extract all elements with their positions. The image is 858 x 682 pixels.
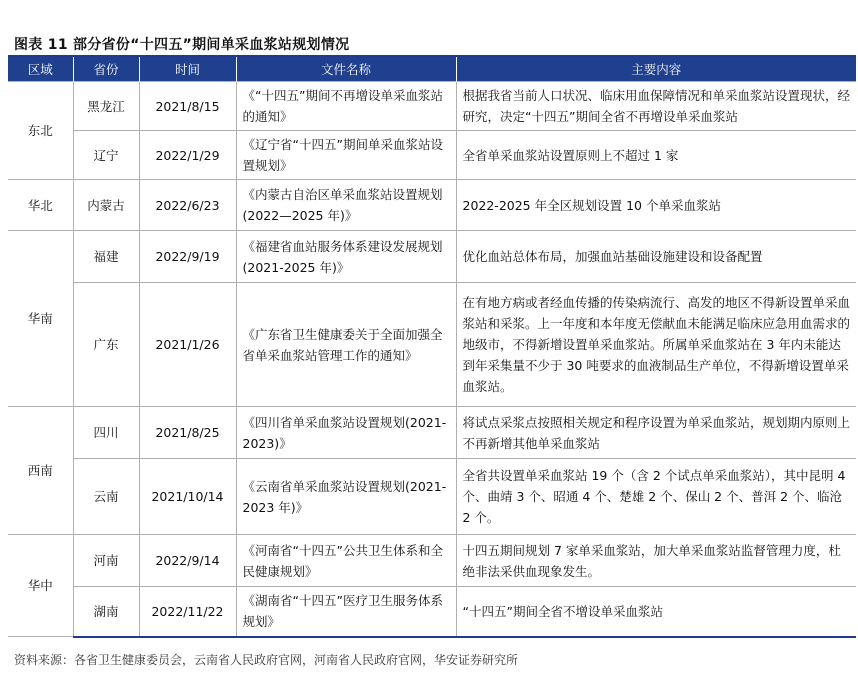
source-note: 资料来源：各省卫生健康委员会，云南省人民政府官网，河南省人民政府官网，华安证券研究所 <box>14 653 519 667</box>
document-cell: 《四川省单采血浆站设置规划(2021-2023)》 <box>236 407 456 459</box>
figure-title: 图表 11 部分省份“十四五”期间单采血浆站规划情况 <box>14 37 350 53</box>
province-cell: 河南 <box>73 535 139 587</box>
table-row <box>8 459 856 535</box>
region-cell: 华南 <box>8 231 73 407</box>
document-cell: 《福建省血站服务体系建设发展规划(2021-2025 年)》 <box>236 231 456 283</box>
content-cell: 2022-2025 年全区规划设置 10 个单采血浆站 <box>456 180 856 231</box>
date-cell: 2021/10/14 <box>139 459 236 535</box>
region-cell: 东北 <box>8 82 73 180</box>
province-cell: 广东 <box>73 283 139 407</box>
date-cell: 2021/8/15 <box>139 82 236 131</box>
document-cell: 《广东省卫生健康委关于全面加强全省单采血浆站管理工作的通知》 <box>236 283 456 407</box>
header-region: 区域 <box>8 57 73 82</box>
header-row <box>8 57 856 82</box>
document-cell: 《云南省单采血浆站设置规划(2021-2023 年)》 <box>236 459 456 535</box>
province-cell: 内蒙古 <box>73 180 139 231</box>
table-row <box>8 131 856 180</box>
document-cell: 《“十四五”期间不再增设单采血浆站的通知》 <box>236 82 456 131</box>
document-cell: 《内蒙古自治区单采血浆站设置规划(2022—2025 年)》 <box>236 180 456 231</box>
province-cell: 福建 <box>73 231 139 283</box>
plan-table <box>8 57 856 638</box>
table-row <box>8 180 856 231</box>
date-cell: 2022/9/19 <box>139 231 236 283</box>
region-cell: 华中 <box>8 535 73 637</box>
content-cell: 全省单采血浆站设置原则上不超过 1 家 <box>456 131 856 180</box>
date-cell: 2022/9/14 <box>139 535 236 587</box>
content-cell: 将试点采浆点按照相关规定和程序设置为单采血浆站，规划期内原则上不再新增其他单采血浆站 <box>456 407 856 459</box>
document-cell: 《辽宁省“十四五”期间单采血浆站设置规划》 <box>236 131 456 180</box>
date-cell: 2021/8/25 <box>139 407 236 459</box>
table-row <box>8 407 856 459</box>
header-province: 省份 <box>73 57 139 82</box>
document-cell: 《河南省“十四五”公共卫生体系和全民健康规划》 <box>236 535 456 587</box>
province-cell: 四川 <box>73 407 139 459</box>
province-cell: 黑龙江 <box>73 82 139 131</box>
region-cell: 华北 <box>8 180 73 231</box>
content-cell: 十四五期间规划 7 家单采血浆站，加大单采血浆站监督管理力度，杜绝非法采供血现象发生。 <box>456 535 856 587</box>
province-cell: 湖南 <box>73 587 139 637</box>
content-cell: 在有地方病或者经血传播的传染病流行、高发的地区不得新设置单采血浆站和采浆。上一年度和本年度无偿献血未能满足临床应急用血需求的地级市，不得新增设置单采血浆站。所属单采血浆站在 3 年内未能达到年采集量不少于 30 吨要求的血液制品生产单位，不得新增设置单采血浆站。 <box>456 283 856 407</box>
table-row <box>8 82 856 131</box>
date-cell: 2022/6/23 <box>139 180 236 231</box>
header-document: 文件名称 <box>236 57 456 82</box>
date-cell: 2021/1/26 <box>139 283 236 407</box>
date-cell: 2022/11/22 <box>139 587 236 637</box>
province-cell: 云南 <box>73 459 139 535</box>
content-cell: 全省共设置单采血浆站 19 个（含 2 个试点单采血浆站），其中昆明 4 个、曲靖 3 个、昭通 4 个、楚雄 2 个、保山 2 个、普洱 2 个、临沧 2 个。 <box>456 459 856 535</box>
date-cell: 2022/1/29 <box>139 131 236 180</box>
document-cell: 《湖南省“十四五”医疗卫生服务体系规划》 <box>236 587 456 637</box>
table-row <box>8 535 856 587</box>
province-cell: 辽宁 <box>73 131 139 180</box>
table-row <box>8 231 856 283</box>
region-cell: 西南 <box>8 407 73 535</box>
header-content: 主要内容 <box>456 57 856 82</box>
header-date: 时间 <box>139 57 236 82</box>
content-cell: “十四五”期间全省不增设单采血浆站 <box>456 587 856 637</box>
table-row <box>8 587 856 637</box>
content-cell: 优化血站总体布局，加强血站基础设施建设和设备配置 <box>456 231 856 283</box>
table-row <box>8 283 856 407</box>
content-cell: 根据我省当前人口状况、临床用血保障情况和单采血浆站设置现状，经研究，决定“十四五”期间全省不再增设单采血浆站 <box>456 82 856 131</box>
